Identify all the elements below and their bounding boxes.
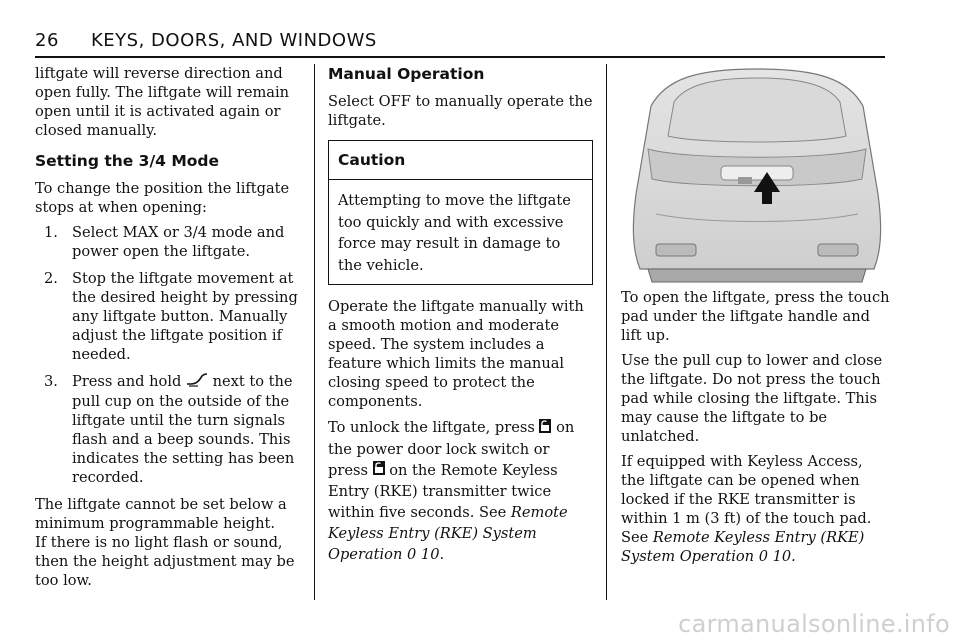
xref-link[interactable]: Remote Keyless Entry (RKE) System Operation bbox=[328, 504, 568, 563]
keyless-paragraph bbox=[621, 452, 891, 566]
header-rule bbox=[35, 56, 885, 58]
column-divider bbox=[606, 64, 607, 600]
unlock-text-a: To unlock the liftgate, press bbox=[328, 419, 535, 436]
liftgate-illustration bbox=[626, 64, 888, 284]
step-text-post: next to the pull cup on the outside of the liftgate until the turn signals flash and a beep sounds. This indicates the setting has been recorded. bbox=[72, 373, 295, 486]
note-paragraph-2: If there is no light flash or sound, then the height adjustment may be too low. bbox=[35, 533, 295, 589]
step-number: 3. bbox=[44, 373, 58, 390]
column-2 bbox=[328, 64, 593, 571]
watermark: carmanualsonline.info bbox=[678, 610, 950, 638]
steps-list bbox=[35, 223, 305, 487]
unlock-icon bbox=[373, 460, 385, 481]
liftgate-icon bbox=[186, 373, 208, 392]
see-label: See bbox=[478, 504, 507, 521]
step-text: Stop the liftgate movement at the desired height by pressing any liftgate button. Manually adjust the liftgate position if needed. bbox=[72, 270, 298, 363]
step-text-pre: Press and hold bbox=[72, 373, 182, 390]
lead-paragraph: To change the position the liftgate stops at when opening: bbox=[35, 180, 290, 216]
setting-3-4-mode-heading: Setting the 3/4 Mode bbox=[35, 152, 219, 170]
close-paragraph: Use the pull cup to lower and close the liftgate. Do not press the touch pad while closing the liftgate. This may cause the liftgate to be unlatched. bbox=[621, 352, 883, 445]
manual-intro: Select OFF to manually operate the liftgate. bbox=[328, 93, 593, 129]
section-title: KEYS, DOORS, AND WINDOWS bbox=[91, 30, 377, 51]
step-number: 1. bbox=[44, 224, 58, 241]
manual-paragraph-1: Operate the liftgate manually with a smooth motion and moderate speed. The system includes a feature which limits the manual closing speed to protect the components. bbox=[328, 298, 584, 410]
column-3 bbox=[621, 288, 891, 572]
unlock-text-c: on the Remote Keyless Entry (RKE) transmitter twice within five seconds. bbox=[328, 461, 558, 521]
column-1 bbox=[35, 64, 305, 596]
manual-operation-heading: Manual Operation bbox=[328, 65, 485, 83]
caution-text: Attempting to move the liftgate too quickly and with excessive force may result in damage to the vehicle. bbox=[338, 192, 571, 274]
step-item bbox=[35, 269, 305, 364]
unlock-paragraph bbox=[328, 417, 593, 565]
keyless-text: If equipped with Keyless Access, the liftgate can be opened when locked if the RKE transmitter is within 1 m (3 ft) of the touch pad. See bbox=[621, 453, 872, 546]
step-item bbox=[35, 372, 305, 487]
caution-title: Caution bbox=[329, 141, 592, 180]
unlock-icon bbox=[539, 418, 551, 439]
step-item bbox=[35, 223, 305, 261]
step-number: 2. bbox=[44, 270, 58, 287]
step-text: Select MAX or 3/4 mode and power open the liftgate. bbox=[72, 224, 285, 260]
open-paragraph: To open the liftgate, press the touch pad under the liftgate handle and lift up. bbox=[621, 289, 890, 344]
column-divider bbox=[314, 64, 315, 600]
intro-paragraph: liftgate will reverse direction and open fully. The liftgate will remain open until it is activated again or closed manually. bbox=[35, 65, 290, 139]
note-paragraph-1: The liftgate cannot be set below a minimum programmable height. bbox=[35, 495, 287, 532]
caution-box bbox=[328, 140, 593, 285]
xref-page[interactable]: 0 10. bbox=[406, 546, 445, 563]
unlock-text-b: on the power door lock switch or press bbox=[328, 419, 575, 479]
page-number: 26 bbox=[35, 30, 59, 51]
page-header bbox=[35, 30, 885, 54]
xref-page[interactable]: 0 10. bbox=[758, 548, 796, 565]
xref-link[interactable]: Remote Keyless Entry (RKE) System Operation bbox=[621, 529, 865, 565]
